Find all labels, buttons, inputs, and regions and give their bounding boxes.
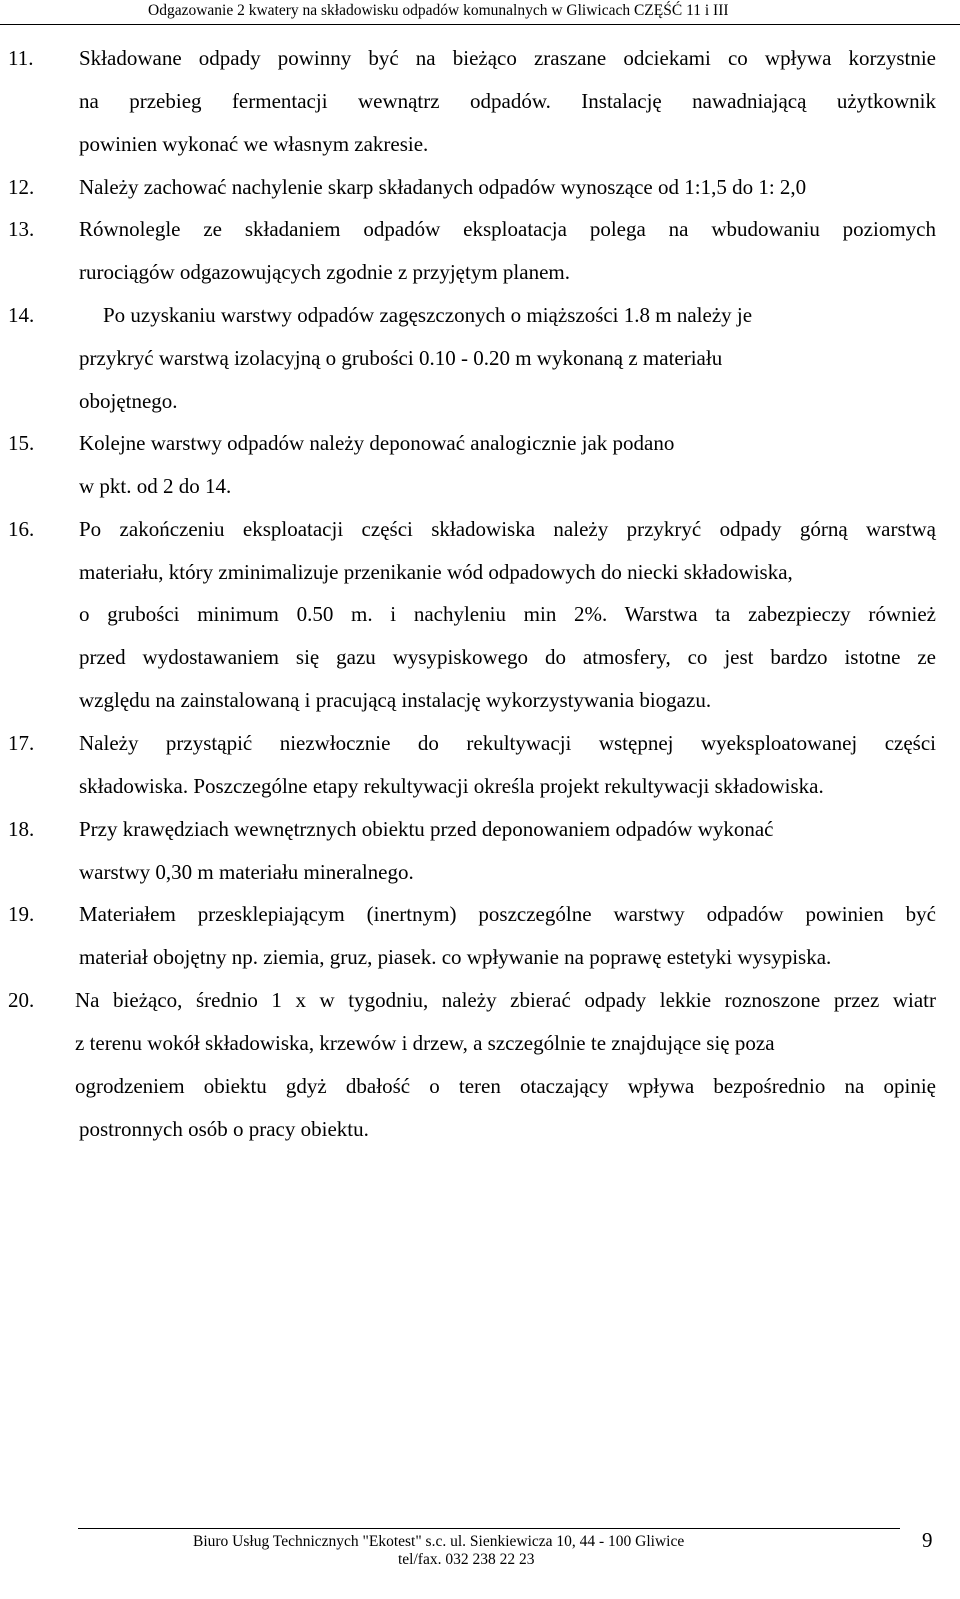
item-line: materiału, który zminimalizuje przenikanie wód odpadowych do niecki składowiska, [79,560,793,584]
item-number: 20. [8,988,35,1012]
item-line: materiał obojętny np. ziemia, gruz, piasek. co wpływanie na poprawę estetyki wysypiska. [79,945,832,969]
item-line: ogrodzeniem obiektu gdyż dbałość o teren otaczający wpływa bezpośrednio na opinię [75,1074,936,1098]
item-line: warstwy 0,30 m materiału mineralnego. [79,860,414,884]
item-line: postronnych osób o pracy obiektu. [79,1117,369,1141]
item-line: w pkt. od 2 do 14. [79,474,232,498]
item-line: przed wydostawaniem się gazu wysypiskowego do atmosfery, co jest bardzo istotne ze [79,645,936,669]
item-line: składowiska. Poszczególne etapy rekultywacji określa projekt rekultywacji składowiska. [79,774,824,798]
footer-company: Biuro Usług Technicznych "Ekotest" s.c. ul. Sienkiewicza 10, 44 - 100 Gliwice [193,1533,685,1550]
item-number: 17. [8,731,35,755]
item-number: 18. [8,817,35,841]
item-line: Kolejne warstwy odpadów należy deponować analogicznie jak podano [79,431,675,455]
item-line: powinien wykonać we własnym zakresie. [79,132,429,156]
item-line: Równolegle ze składaniem odpadów eksploatacja polega na wbudowaniu poziomych [79,217,936,241]
item-number: 11. [8,46,34,70]
item-number: 13. [8,217,35,241]
item-line: przykryć warstwą izolacyjną o grubości 0.10 - 0.20 m wykonaną z materiału [79,346,723,370]
item-line: obojętnego. [79,389,178,413]
item-number: 16. [8,517,35,541]
item-number: 19. [8,902,35,926]
item-number: 14. [8,303,35,327]
item-line: Po zakończeniu eksploatacji części składowiska należy przykryć odpady górną warstwą [79,517,936,541]
item-line: na przebieg fermentacji wewnątrz odpadów. Instalację nawadniającą użytkownik [79,89,936,113]
item-line: Przy krawędziach wewnętrznych obiektu przed deponowaniem odpadów wykonać [79,817,774,841]
item-line: Należy zachować nachylenie skarp składanych odpadów wynoszące od 1:1,5 do 1: 2,0 [79,175,807,199]
item-line: Po uzyskaniu warstwy odpadów zagęszczonych o miąższości 1.8 m należy je [103,303,753,327]
page-number: 9 [922,1528,933,1552]
item-line: rurociągów odgazowujących zgodnie z przyjętym planem. [79,260,570,284]
item-line: z terenu wokół składowiska, krzewów i drzew, a szczególnie te znajdujące się poza [75,1031,775,1055]
footer-divider [78,1528,900,1529]
header-divider [0,24,960,25]
item-line: Na bieżąco, średnio 1 x w tygodniu, należy zbierać odpady lekkie roznoszone przez wiatr [75,988,936,1012]
item-line: Składowane odpady powinny być na bieżąco zraszane odciekami co wpływa korzystnie [79,46,936,70]
footer-phone: tel/fax. 032 238 22 23 [398,1551,535,1568]
item-number: 12. [8,175,35,199]
header-text: Odgazowanie 2 kwatery na składowisku odpadów komunalnych w Gliwicach CZĘŚĆ 11 i III [148,2,729,19]
item-line: Należy przystąpić niezwłocznie do rekultywacji wstępnej wyeksploatowanej części [79,731,936,755]
item-number: 15. [8,431,35,455]
item-line: o grubości minimum 0.50 m. i nachyleniu min 2%. Warstwa ta zabezpieczy również [79,602,936,626]
item-line: Materiałem przesklepiającym (inertnym) poszczególne warstwy odpadów powinien być [79,902,936,926]
item-line: względu na zainstalowaną i pracującą instalację wykorzystywania biogazu. [79,688,712,712]
